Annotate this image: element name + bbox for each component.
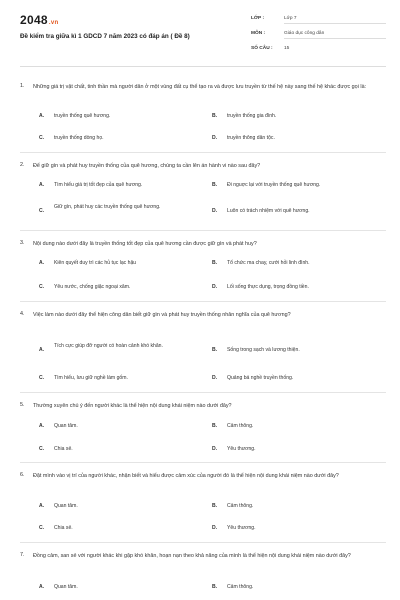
meta-value: Giáo dục công dân	[284, 31, 325, 36]
option-letter: B.	[212, 503, 218, 509]
option-letter: D.	[212, 135, 218, 141]
option-letter: B.	[212, 347, 218, 353]
question-text: Việc làm nào dưới đây thể hiện công dân biết giữ gìn và phát huy truyền thống nhân nghĩa của quê hương?	[33, 312, 291, 318]
option-c[interactable]	[39, 204, 199, 220]
meta-value: 15	[284, 46, 290, 51]
meta-key: MÔN :	[251, 31, 266, 36]
option-text: Tìm hiểu giá trị tốt đẹp của quê hương.	[54, 182, 143, 188]
option-text: Đi nguợc lại với truyền thống quê hương.	[227, 182, 321, 188]
option-letter: A.	[39, 260, 45, 266]
question-divider	[20, 542, 386, 543]
question-text: Thường xuyên chú ý đến người khác là thể hiện nội dung khái niệm nào dưới đây?	[33, 403, 232, 409]
option-letter: C.	[39, 446, 45, 452]
question-divider	[20, 392, 386, 393]
question-text: Đặt mình vào vị trí của người khác, nhận biết và hiểu được cảm xúc của người đó là thể hiện nội dung khái niệm nào dưới đây?	[33, 473, 339, 479]
option-letter: A.	[39, 182, 45, 188]
question-text: Đồng cảm, san sẻ với người khác khi gặp khó khăn, hoạn nạn theo khả năng của mình là thể hiện nội dung khái niệm nào dưới đây?	[33, 553, 351, 559]
option-text: Lối sống thực dụng, trọng đồng tiền.	[227, 284, 309, 290]
option-letter: A.	[39, 423, 45, 429]
question-text: Để giữ gìn và phát huy truyền thống của quê hương, chúng ta cần lên án hành vi nào sau đây?	[33, 163, 261, 169]
option-letter: D.	[212, 446, 218, 452]
question-text: Những giá trị vật chất, tinh thần mà người dân ở một vùng đất cụ thể tạo ra và được lưu truyền từ thế hệ này sang thế hệ khác được gọi là:	[33, 84, 367, 90]
meta-value: Lớp 7	[284, 16, 297, 21]
option-text: Sống trong sạch và lương thiện.	[227, 347, 300, 353]
option-letter: A.	[39, 584, 45, 590]
option-letter: D.	[212, 375, 218, 381]
option-text: Quảng bá nghề truyền thống.	[227, 375, 294, 381]
question-divider	[20, 152, 386, 153]
option-letter: B.	[212, 423, 218, 429]
option-letter: C.	[39, 284, 45, 290]
option-letter: A.	[39, 347, 45, 353]
option-text: Kiên quyết duy trì các hủ tục lạc hậu	[54, 260, 137, 266]
option-text: Cảm thông.	[227, 503, 254, 509]
option-text: Luôn có trách nhiệm với quê hương.	[227, 208, 310, 214]
option-letter: D.	[212, 525, 218, 531]
option-letter: C.	[39, 375, 45, 381]
site-logo[interactable]	[20, 13, 58, 27]
option-letter: B.	[212, 260, 218, 266]
option-text: truyền thống gia đình.	[227, 113, 277, 119]
option-letter: A.	[39, 503, 45, 509]
question-number: 6.	[20, 472, 25, 478]
option-letter: C.	[39, 525, 45, 531]
option-letter: B.	[212, 182, 218, 188]
option-text: Quan tâm.	[54, 423, 78, 429]
option-text: Cảm thông.	[227, 584, 254, 590]
option-text: Tổ chức ma chay, cưới hỏi linh đình.	[227, 260, 310, 266]
option-letter: A.	[39, 113, 45, 119]
header-divider	[20, 66, 386, 67]
question-number: 4.	[20, 311, 25, 317]
option-letter: B.	[212, 584, 218, 590]
option-text: Yêu nước, chống giặc ngoại xâm.	[54, 284, 131, 290]
question-number: 7.	[20, 552, 25, 558]
meta-key: LỚP :	[251, 16, 265, 21]
page-title: Đề kiểm tra giữa kì 1 GDCD 7 năm 2023 có đáp án ( Đề 8)	[20, 33, 190, 40]
question-number: 2.	[20, 162, 25, 168]
option-letter: D.	[212, 284, 218, 290]
logo-tld: .vn	[48, 20, 59, 26]
question-number: 3.	[20, 240, 25, 246]
option-text: Tìm hiểu, lưu giữ nghề làm gốm.	[54, 375, 128, 381]
question-number: 5.	[20, 402, 25, 408]
logo-main: 2048	[20, 13, 48, 27]
meta-key: SỐ CÂU :	[251, 46, 273, 51]
option-text: Tích cực giúp đỡ người có hoàn cảnh khó khăn.	[54, 343, 163, 349]
option-letter: D.	[212, 208, 218, 214]
question-divider	[20, 301, 386, 302]
option-letter: B.	[212, 113, 218, 119]
option-text: truyền thống dòng họ.	[54, 135, 104, 141]
option-text: Giữ gìn, phát huy các truyền thống quê hương.	[54, 204, 161, 210]
option-letter: C.	[39, 208, 45, 214]
option-a[interactable]	[39, 343, 199, 359]
option-text: Yêu thương.	[227, 525, 256, 531]
option-text: Yêu thương.	[227, 446, 256, 452]
option-text: Chia sẻ.	[54, 525, 73, 531]
question-divider	[20, 462, 386, 463]
option-text: truyền thông dân tộc.	[227, 135, 275, 141]
option-text: Cảm thông.	[227, 423, 254, 429]
question-divider	[20, 230, 386, 231]
option-text: truyền thống quê hương.	[54, 113, 111, 119]
option-text: Quan tâm.	[54, 503, 78, 509]
question-number: 1.	[20, 83, 25, 89]
question-text: Nội dung nào dưới đây là truyền thống tốt đẹp của quê hương cần được giữ gìn và phát huy?	[33, 241, 257, 247]
header	[0, 0, 400, 66]
option-letter: C.	[39, 135, 45, 141]
option-text: Quan tâm.	[54, 584, 78, 590]
option-text: Chia sẻ.	[54, 446, 73, 452]
